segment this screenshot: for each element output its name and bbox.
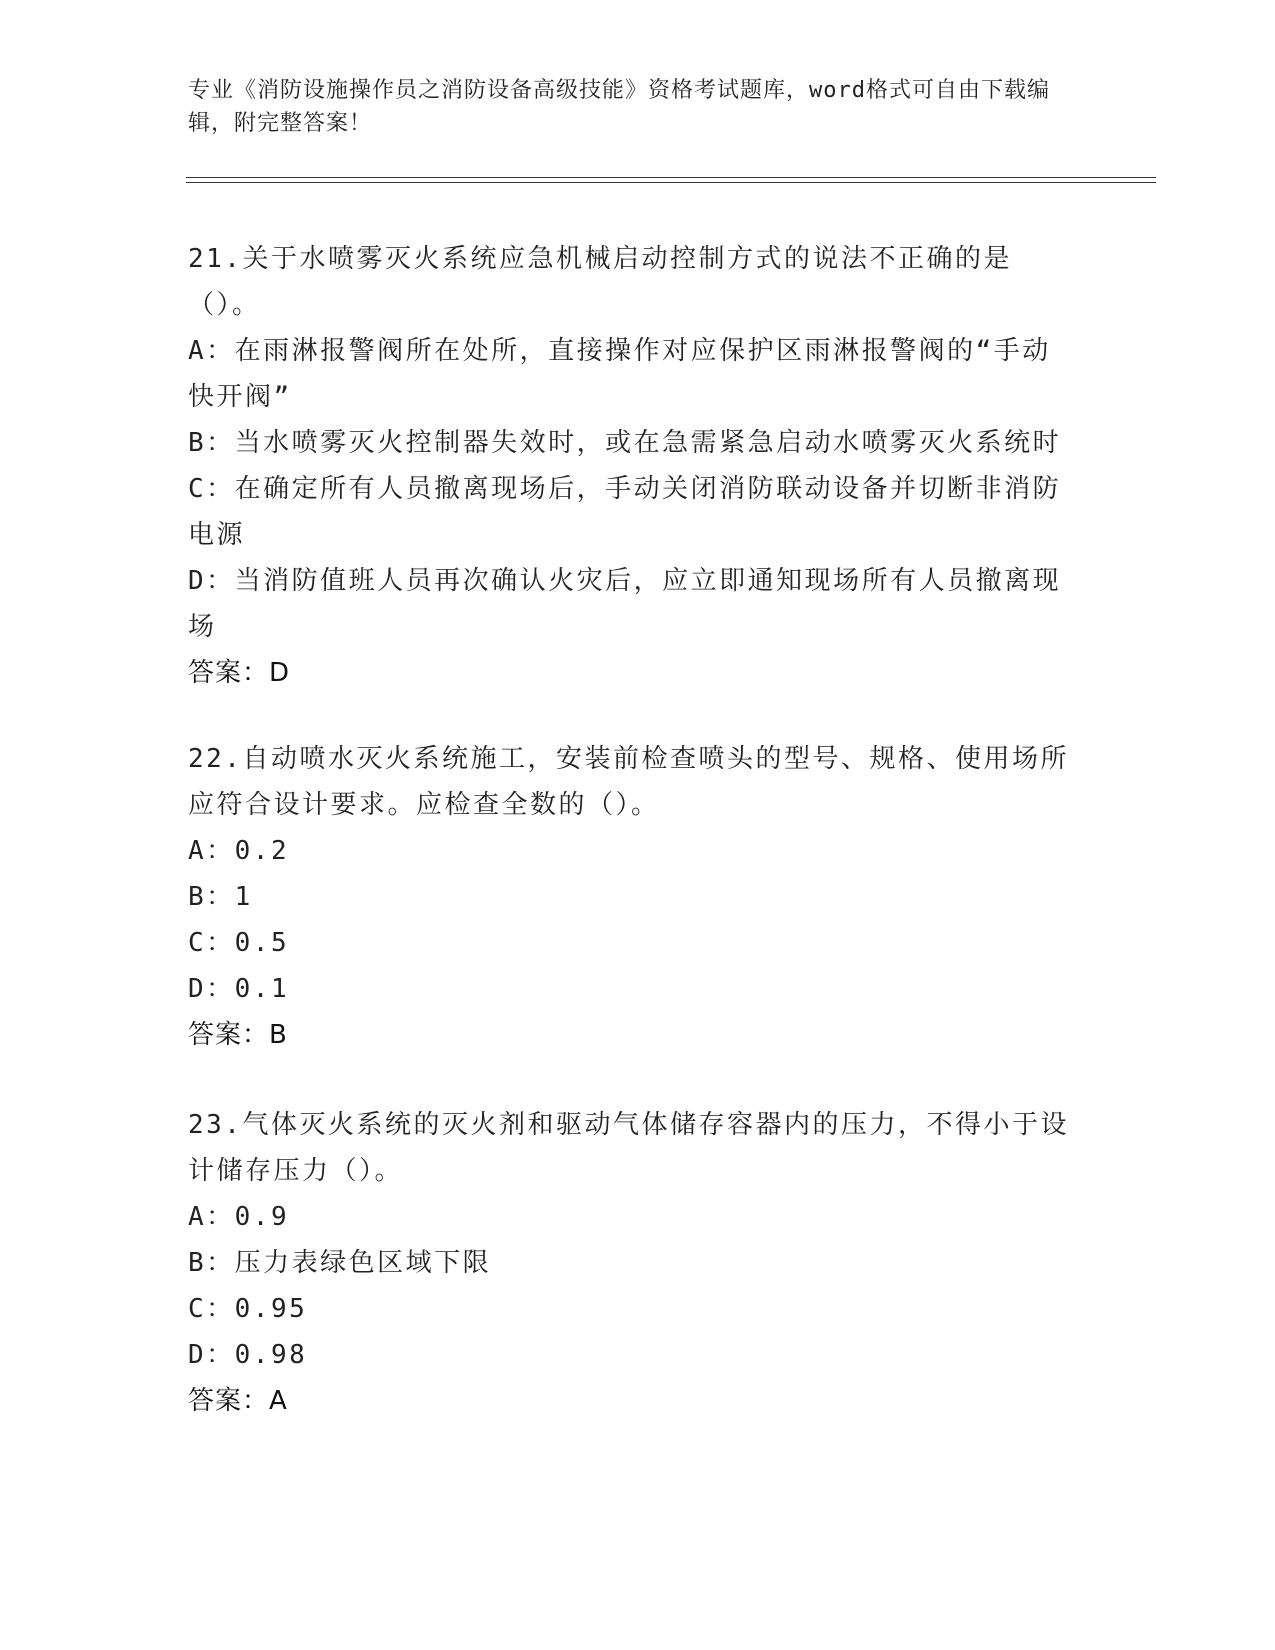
question-stem: 21.关于水喷雾灭火系统应急机械启动控制方式的说法不正确的是（）。 — [188, 244, 1012, 320]
option-c: C：0.95 — [188, 1294, 308, 1324]
question-stem: 22.自动喷水灭火系统施工，安装前检查喷头的型号、规格、使用场所应符合设计要求。应检查全数的（）。 — [188, 744, 1069, 820]
option-b: B：当水喷雾灭火控制器失效时，或在急需紧急启动水喷雾灭火系统时 — [188, 428, 1062, 458]
option-d: D：0.98 — [188, 1340, 308, 1370]
answer-label: 答案：A — [188, 1386, 288, 1416]
option-b: B：1 — [188, 882, 253, 912]
option-c: C：0.5 — [188, 928, 290, 958]
option-d: D：当消防值班人员再次确认火灾后，应立即通知现场所有人员撤离现场 — [188, 566, 1062, 642]
header-divider-top — [186, 177, 1156, 178]
document-header-intro: 专业《消防设施操作员之消防设备高级技能》资格考试题库，word格式可自由下载编辑，附完整答案！ — [188, 78, 1050, 136]
answer-label: 答案：D — [188, 658, 291, 688]
option-c: C：在确定所有人员撤离现场后，手动关闭消防联动设备并切断非消防电源 — [188, 474, 1062, 550]
option-a: A：0.2 — [188, 836, 290, 866]
option-d: D：0.1 — [188, 974, 290, 1004]
question-21 — [188, 236, 1088, 696]
answer-label: 答案：B — [188, 1020, 288, 1050]
option-b: B：压力表绿色区域下限 — [188, 1248, 492, 1278]
question-22 — [188, 736, 1088, 1058]
header-divider-bottom — [186, 182, 1156, 183]
question-stem: 23.气体灭火系统的灭火剂和驱动气体储存容器内的压力，不得小于设计储存压力（）。 — [188, 1110, 1069, 1186]
option-a: A：0.9 — [188, 1202, 290, 1232]
question-23 — [188, 1102, 1088, 1424]
option-a: A：在雨淋报警阀所在处所，直接操作对应保护区雨淋报警阀的“手动快开阀” — [188, 336, 1051, 412]
